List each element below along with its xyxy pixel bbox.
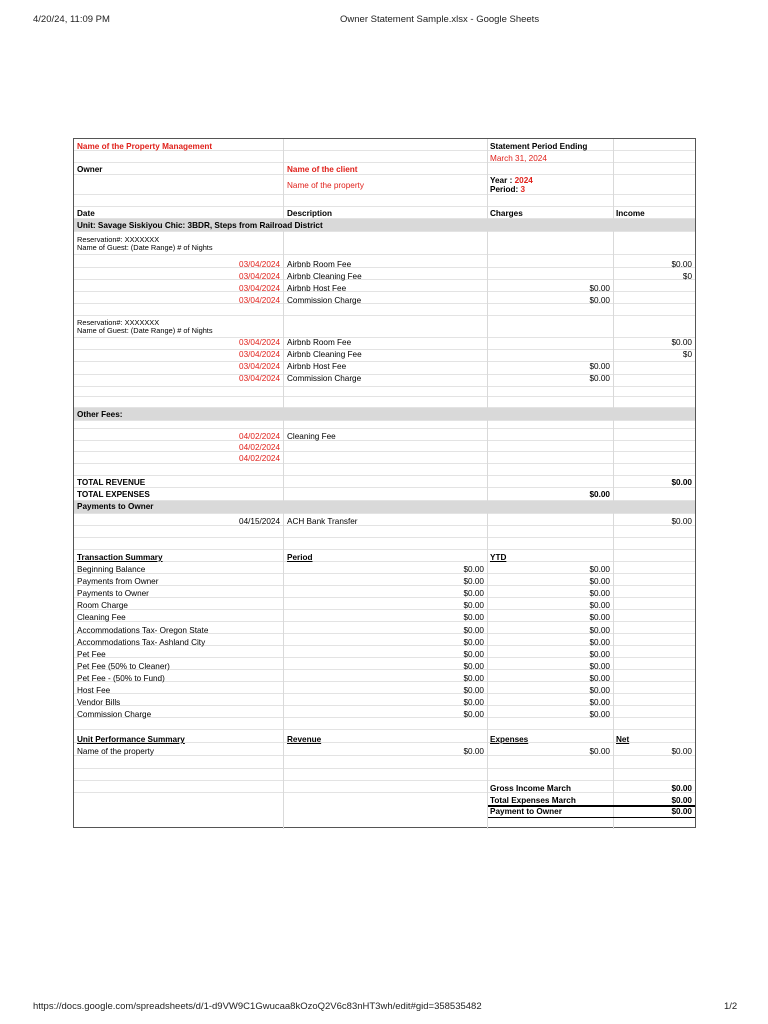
summary-row-period: $0.00 (463, 601, 484, 611)
row-line (74, 549, 695, 550)
col-divider (283, 139, 284, 829)
line-description: Airbnb Room Fee (287, 260, 352, 269)
row-line (74, 337, 695, 338)
summary-row-period: $0.00 (463, 710, 484, 720)
col-divider (487, 139, 488, 829)
row-line (74, 407, 695, 408)
other-fees-band (74, 407, 695, 420)
summary-row-label: Payments from Owner (77, 577, 159, 587)
summary-row-ytd: $0.00 (589, 637, 610, 647)
payment-to-owner-label: Payment to Owner (490, 807, 562, 816)
summary-row-label: Vendor Bills (77, 698, 121, 708)
line-date: 03/04/2024 (239, 284, 280, 293)
payment-to-owner-value: $0.00 (671, 807, 692, 816)
year-value: 2024 (514, 176, 533, 185)
summary-row-ytd: $0.00 (589, 613, 610, 623)
summary-row-label: Accommodations Tax- Ashland City (77, 637, 206, 647)
line-description: Airbnb Cleaning Fee (287, 350, 362, 359)
summary-row-period: $0.00 (463, 649, 484, 659)
summary-row-label: Pet Fee - (50% to Fund) (77, 673, 165, 683)
summary-row-period: $0.00 (463, 625, 484, 635)
summary-row-ytd: $0.00 (589, 649, 610, 659)
summary-row-label: Pet Fee (50% to Cleaner) (77, 661, 170, 671)
gross-income-value: $0.00 (671, 784, 692, 793)
summary-row-ytd: $0.00 (589, 565, 610, 574)
summary-row-label: Host Fee (77, 686, 111, 695)
summary-row-ytd: $0.00 (589, 577, 610, 587)
line-date: 03/04/2024 (239, 272, 280, 281)
line-income: $0 (682, 272, 692, 281)
unit-performance-expenses: $0.00 (589, 747, 610, 756)
summary-row-ytd: $0.00 (589, 698, 610, 708)
summary-row-period: $0.00 (463, 661, 484, 671)
statement-date: March 31, 2024 (490, 154, 547, 163)
guest-info: Name of Guest: (Date Range) # of Nights (77, 326, 213, 335)
row-line (74, 254, 695, 255)
unit-performance-net: $0.00 (671, 747, 692, 756)
row-line (74, 780, 695, 781)
summary-row-period: $0.00 (463, 673, 484, 683)
summary-row-ytd: $0.00 (589, 589, 610, 599)
period-label: Period: (490, 185, 519, 194)
summary-row-period: $0.00 (463, 686, 484, 695)
property-name: Name of the property (287, 181, 364, 190)
row-line (74, 729, 695, 730)
row-line (74, 231, 695, 232)
row-line (74, 451, 695, 452)
payments-to-owner-label: Payments to Owner (77, 502, 154, 511)
summary-row-period: $0.00 (463, 637, 484, 647)
line-date: 03/04/2024 (239, 338, 280, 347)
statement-sheet (73, 138, 696, 828)
total-revenue-value: $0.00 (671, 478, 692, 487)
row-line (74, 194, 695, 195)
column-header-income: Income (616, 209, 645, 218)
line-description: Airbnb Host Fee (287, 284, 347, 293)
row-line (74, 537, 695, 538)
other-fee-date: 04/02/2024 (239, 443, 280, 452)
row-line (74, 428, 695, 429)
unit-performance-revenue: $0.00 (463, 747, 484, 756)
row-line (74, 396, 695, 397)
print-datetime: 4/20/24, 11:09 PM (33, 14, 110, 25)
column-header-charges: Charges (490, 209, 523, 218)
reservation-number: Reservation#: XXXXXXX (77, 318, 160, 327)
other-fee-date: 04/02/2024 (239, 432, 280, 441)
summary-row-ytd: $0.00 (589, 710, 610, 720)
total-expenses-march-label: Total Expenses March (490, 796, 576, 805)
other-fee-date: 04/02/2024 (239, 454, 280, 463)
row-line (74, 174, 695, 175)
year-label: Year : (490, 176, 513, 185)
document-url[interactable]: https://docs.google.com/spreadsheets/d/1-d9VW9C1Gwucaa8kOzoQ2V6c83nHT3wh/edit#gid=358535482 (33, 1001, 482, 1012)
line-description: Airbnb Host Fee (287, 362, 347, 371)
line-date: 03/04/2024 (239, 350, 280, 359)
summary-row-period: $0.00 (463, 565, 484, 574)
line-charge: $0.00 (589, 362, 610, 371)
row-line (74, 768, 695, 769)
other-fee-desc: Cleaning Fee (287, 432, 336, 441)
summary-row-ytd: $0.00 (589, 673, 610, 683)
row-line (74, 475, 695, 476)
guest-info: Name of Guest: (Date Range) # of Nights (77, 243, 213, 252)
line-income: $0.00 (671, 338, 692, 347)
row-line (74, 440, 695, 441)
summary-row-label: Pet Fee (77, 649, 106, 659)
line-date: 03/04/2024 (239, 296, 280, 305)
row-line (74, 513, 695, 514)
total-revenue-label: TOTAL REVENUE (77, 478, 146, 487)
summary-bottom-line (488, 817, 695, 818)
row-line (74, 162, 695, 163)
company-name: Name of the Property Management (77, 142, 213, 151)
line-charge: $0.00 (589, 296, 610, 305)
row-line (74, 561, 695, 562)
gross-income-label: Gross Income March (490, 784, 571, 793)
row-line (74, 206, 695, 207)
payment-desc: ACH Bank Transfer (287, 517, 358, 526)
statement-period-label: Statement Period Ending (490, 142, 588, 151)
summary-row-label: Commission Charge (77, 710, 152, 720)
row-line (74, 386, 695, 387)
summary-row-label: Beginning Balance (77, 565, 146, 574)
row-line (74, 267, 695, 268)
period-line (490, 185, 525, 195)
period-value: 3 (520, 185, 526, 194)
row-line (74, 500, 695, 501)
summary-row-period: $0.00 (463, 577, 484, 587)
transaction-ytd-label: YTD (490, 553, 507, 562)
summary-row-ytd: $0.00 (589, 601, 610, 611)
row-line (74, 315, 695, 316)
transaction-period-label: Period (287, 553, 313, 562)
summary-row-ytd: $0.00 (589, 661, 610, 671)
row-line (74, 349, 695, 350)
line-description: Commission Charge (287, 374, 362, 383)
transaction-summary-title: Transaction Summary (77, 553, 163, 562)
line-date: 03/04/2024 (239, 362, 280, 371)
line-charge: $0.00 (589, 374, 610, 383)
row-line (74, 218, 695, 219)
row-line (74, 792, 695, 793)
row-line (74, 525, 695, 526)
row-line (74, 420, 695, 421)
column-header-date: Date (77, 209, 95, 218)
unit-performance-expenses-label: Expenses (490, 735, 529, 744)
summary-row-period: $0.00 (463, 698, 484, 708)
row-line (74, 487, 695, 488)
unit-performance-property: Name of the property (77, 747, 154, 756)
other-fees-label: Other Fees: (77, 410, 123, 419)
summary-row-ytd: $0.00 (589, 625, 610, 635)
payment-date: 04/15/2024 (239, 517, 280, 526)
summary-row-label: Payments to Owner (77, 589, 149, 599)
line-date: 03/04/2024 (239, 260, 280, 269)
line-date: 03/04/2024 (239, 374, 280, 383)
line-charge: $0.00 (589, 284, 610, 293)
line-description: Airbnb Cleaning Fee (287, 272, 362, 281)
summary-row-period: $0.00 (463, 613, 484, 623)
summary-row-label: Accommodations Tax- Oregon State (77, 625, 209, 635)
col-divider (613, 139, 614, 829)
unit-performance-net-label: Net (616, 735, 630, 744)
summary-row-label: Room Charge (77, 601, 128, 611)
summary-row-label: Cleaning Fee (77, 613, 126, 623)
payment-amount: $0.00 (671, 517, 692, 526)
line-income: $0 (682, 350, 692, 359)
line-description: Commission Charge (287, 296, 362, 305)
summary-row-ytd: $0.00 (589, 686, 610, 695)
column-header-description: Description (287, 209, 333, 218)
client-name: Name of the client (287, 165, 358, 174)
reservation-number: Reservation#: XXXXXXX (77, 235, 160, 244)
total-expenses-value: $0.00 (589, 490, 610, 499)
line-income: $0.00 (671, 260, 692, 269)
total-expenses-label: TOTAL EXPENSES (77, 490, 150, 499)
document-title: Owner Statement Sample.xlsx - Google Sheets (340, 14, 540, 25)
unit-performance-title: Unit Performance Summary (77, 735, 185, 744)
row-line (74, 279, 695, 280)
line-description: Airbnb Room Fee (287, 338, 352, 347)
summary-row-period: $0.00 (463, 589, 484, 599)
page-number: 1/2 (724, 1001, 738, 1012)
row-line (74, 463, 695, 464)
unit-performance-revenue-label: Revenue (287, 735, 322, 744)
total-expenses-march-value: $0.00 (671, 796, 692, 805)
payments-band (74, 500, 695, 513)
unit-title: Unit: Savage Siskiyou Chic: 3BDR, Steps from Railroad District (77, 221, 323, 230)
owner-label: Owner (77, 165, 103, 174)
